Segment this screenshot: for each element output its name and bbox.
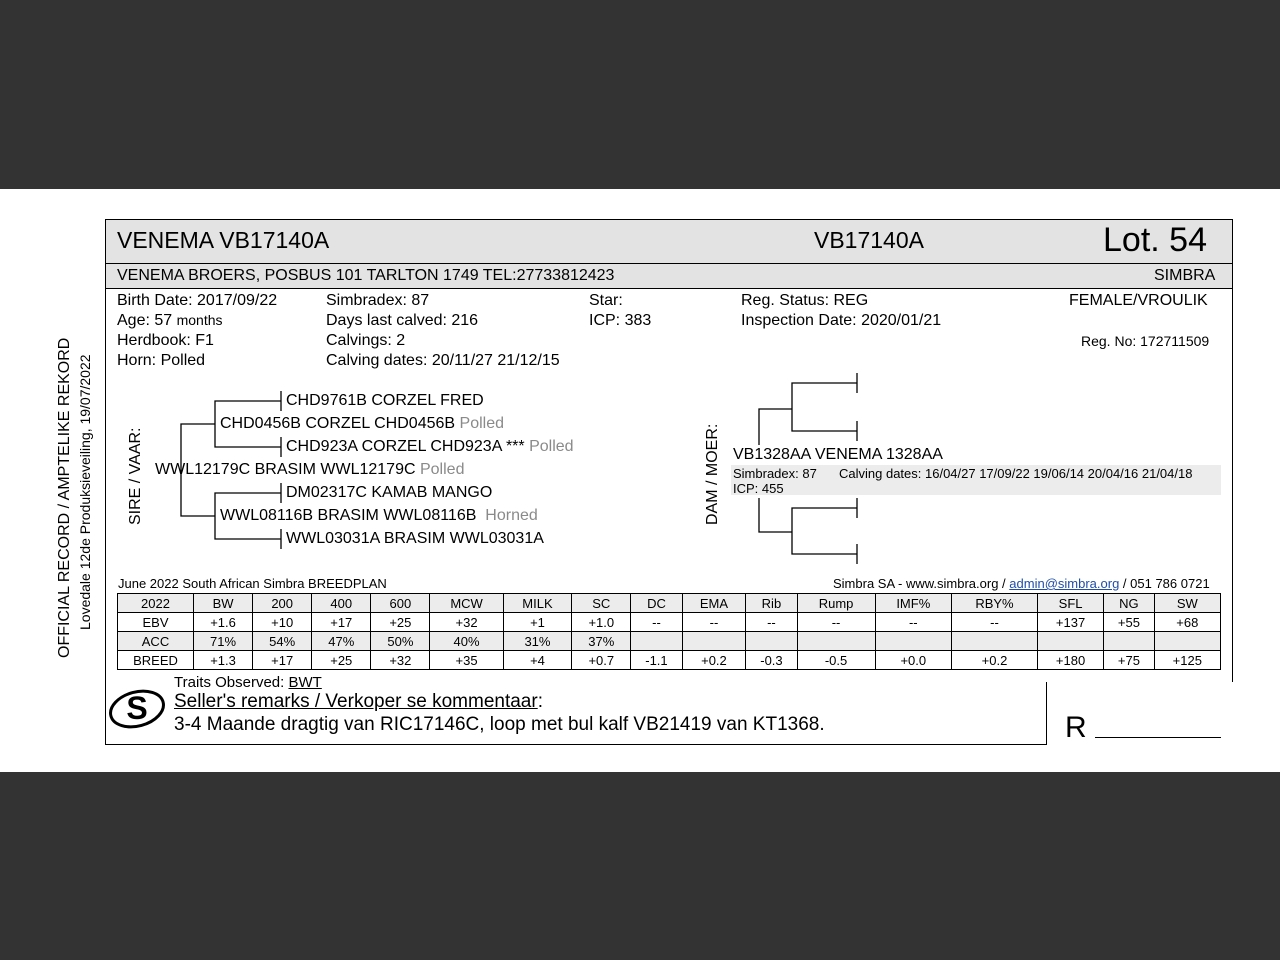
- table-cell: [1037, 632, 1103, 651]
- sire-dam: [220, 507, 538, 525]
- calving-dates: Calving dates: 20/11/27 21/12/15: [326, 352, 560, 369]
- dam-simbradex: Simbradex: 87: [733, 466, 817, 481]
- table-cell: +1.6: [194, 613, 253, 632]
- table-cell: +17: [253, 651, 312, 670]
- sire-sire-dam: [286, 438, 574, 456]
- sire-horn: Polled: [419, 461, 465, 478]
- contact-line: [833, 576, 1210, 591]
- table-cell: 37%: [572, 632, 631, 651]
- table-cell: [631, 632, 682, 651]
- table-cell: --: [631, 613, 682, 632]
- simbra-logo-icon: [107, 685, 167, 733]
- sire-sire-name: CHD0456B CORZEL CHD0456B: [220, 415, 456, 432]
- remarks-title: [174, 691, 543, 713]
- table-cell: -0.5: [797, 651, 875, 670]
- table-header-cell: MCW: [430, 594, 503, 613]
- table-header-cell: Rump: [797, 594, 875, 613]
- table-cell: -1.1: [631, 651, 682, 670]
- sire-dam-name: WWL08116B BRASIM WWL08116B: [220, 507, 477, 524]
- table-cell: +75: [1104, 651, 1154, 670]
- sale-label: Lovedale 12de Produksieveiling, 19/07/2022: [77, 354, 93, 630]
- table-row-breed: [118, 651, 1221, 670]
- inspection-date: Inspection Date: 2020/01/21: [741, 312, 942, 329]
- star: Star:: [589, 292, 623, 309]
- breedplan-caption: June 2022 South African Simbra BREEDPLAN: [118, 576, 387, 591]
- age-unit: months: [176, 312, 223, 328]
- table-cell: 54%: [253, 632, 312, 651]
- table-cell: +32: [371, 651, 430, 670]
- sire-sire: [220, 415, 504, 433]
- table-header-cell: NG: [1104, 594, 1154, 613]
- days-last-calved: Days last calved: 216: [326, 312, 479, 329]
- herdbook: Herdbook: F1: [117, 332, 214, 349]
- animal-id: VB17140A: [814, 227, 924, 253]
- table-header-cell: 200: [253, 594, 312, 613]
- sire-sire-sire: CHD9761B CORZEL FRED: [286, 392, 484, 409]
- dam-icp: ICP: 455: [733, 481, 784, 496]
- table-cell: +25: [312, 651, 371, 670]
- sire-sire-horn: Polled: [459, 415, 504, 432]
- table-cell: 40%: [430, 632, 503, 651]
- table-cell: --: [797, 613, 875, 632]
- table-header-cell: 2022: [118, 594, 194, 613]
- table-row-acc: [118, 632, 1221, 651]
- remarks-title-text: Seller's remarks / Verkoper se kommentaar: [174, 691, 538, 712]
- breed-label: SIMBRA: [1154, 267, 1216, 284]
- animal-name: VENEMA VB17140A: [117, 227, 330, 253]
- logo-letter: S: [126, 690, 148, 726]
- reg-status: Reg. Status: REG: [741, 292, 869, 309]
- remarks-text: 3-4 Maande dragtig van RIC17146C, loop met bul kalf VB21419 van KT1368.: [174, 714, 825, 735]
- table-cell: +4: [503, 651, 572, 670]
- table-header-cell: SC: [572, 594, 631, 613]
- table-header-cell: BW: [194, 594, 253, 613]
- table-header-cell: 400: [312, 594, 371, 613]
- table-cell: [682, 632, 746, 651]
- email-link[interactable]: admin@simbra.org: [1009, 576, 1120, 591]
- table-row-ebv: [118, 613, 1221, 632]
- reg-number: Reg. No: 172711509: [1081, 333, 1210, 349]
- table-cell: +0.7: [572, 651, 631, 670]
- contact-prefix: Simbra SA - www.simbra.org /: [833, 576, 1006, 591]
- owner-address: VENEMA BROERS, POSBUS 101 TARLTON 1749 TEL:27733812423: [117, 267, 615, 284]
- table-cell: EBV: [118, 613, 194, 632]
- table-cell: +55: [1104, 613, 1154, 632]
- lot-number: Lot. 54: [1103, 221, 1207, 259]
- official-record-label: OFFICIAL RECORD / AMPTELIKE REKORD: [56, 337, 73, 658]
- sex: FEMALE/VROULIK: [1069, 292, 1208, 309]
- table-cell: --: [746, 613, 797, 632]
- price-line[interactable]: [1095, 737, 1221, 738]
- table-cell: +68: [1154, 613, 1220, 632]
- table-header-cell: SW: [1154, 594, 1220, 613]
- table-cell: [875, 632, 951, 651]
- sire-dam-horn: Horned: [485, 507, 538, 524]
- table-cell: 31%: [503, 632, 572, 651]
- horn-status: Horn: Polled: [117, 352, 206, 369]
- table-header-cell: RBY%: [952, 594, 1038, 613]
- contact-suffix: / 051 786 0721: [1122, 576, 1210, 591]
- table-header-cell: MILK: [503, 594, 572, 613]
- table-cell: +32: [430, 613, 503, 632]
- table-cell: [797, 632, 875, 651]
- table-header-cell: SFL: [1037, 594, 1103, 613]
- dam-calving-dates: Calving dates: 16/04/27 17/09/22 19/06/14 20/04/16 21/04/18: [839, 466, 1193, 481]
- table-cell: +0.2: [952, 651, 1038, 670]
- table-header-row: [118, 594, 1221, 613]
- sire-sire-dam-horn: Polled: [529, 438, 574, 455]
- table-cell: 71%: [194, 632, 253, 651]
- icp: ICP: 383: [589, 312, 652, 329]
- sire-sire-dam-name: CHD923A CORZEL CHD923A ***: [286, 438, 525, 455]
- table-cell: +1.0: [572, 613, 631, 632]
- table-cell: -0.3: [746, 651, 797, 670]
- remarks-title-colon: :: [537, 691, 543, 712]
- dam-name: VB1328AA VENEMA 1328AA: [733, 446, 943, 463]
- table-cell: --: [875, 613, 951, 632]
- table-cell: --: [952, 613, 1038, 632]
- table-cell: +180: [1037, 651, 1103, 670]
- table-cell: +1: [503, 613, 572, 632]
- sire: [155, 461, 464, 479]
- table-cell: +17: [312, 613, 371, 632]
- table-header-cell: 600: [371, 594, 430, 613]
- age-value: Age: 57: [117, 312, 173, 329]
- sire-dam-dam: WWL03031A BRASIM WWL03031A: [286, 530, 544, 547]
- table-header-cell: DC: [631, 594, 682, 613]
- table-cell: 50%: [371, 632, 430, 651]
- ebv-table: [117, 593, 1221, 670]
- traits-value: BWT: [288, 674, 322, 691]
- table-header-cell: IMF%: [875, 594, 951, 613]
- table-cell: +35: [430, 651, 503, 670]
- table-cell: +0.2: [682, 651, 746, 670]
- table-cell: [952, 632, 1038, 651]
- sire-name: WWL12179C BRASIM WWL12179C: [155, 461, 416, 478]
- traits-label: Traits Observed:: [174, 674, 285, 691]
- table-cell: 47%: [312, 632, 371, 651]
- table-cell: --: [682, 613, 746, 632]
- table-cell: BREED: [118, 651, 194, 670]
- table-cell: +1.3: [194, 651, 253, 670]
- simbradex: Simbradex: 87: [326, 292, 430, 309]
- sire-label: SIRE / VAAR:: [127, 427, 144, 525]
- dam-label: DAM / MOER:: [704, 423, 721, 525]
- table-cell: [746, 632, 797, 651]
- sire-dam-sire: DM02317C KAMAB MANGO: [286, 484, 493, 501]
- calvings: Calvings: 2: [326, 332, 406, 349]
- traits-observed: [174, 674, 322, 691]
- table-cell: +125: [1154, 651, 1220, 670]
- table-cell: +137: [1037, 613, 1103, 632]
- table-cell: +25: [371, 613, 430, 632]
- table-header-cell: Rib: [746, 594, 797, 613]
- price-prefix: R: [1065, 711, 1087, 744]
- table-header-cell: EMA: [682, 594, 746, 613]
- table-cell: [1154, 632, 1220, 651]
- table-cell: [1104, 632, 1154, 651]
- table-cell: +0.0: [875, 651, 951, 670]
- table-cell: ACC: [118, 632, 194, 651]
- birth-date: Birth Date: 2017/09/22: [117, 292, 278, 309]
- table-cell: +10: [253, 613, 312, 632]
